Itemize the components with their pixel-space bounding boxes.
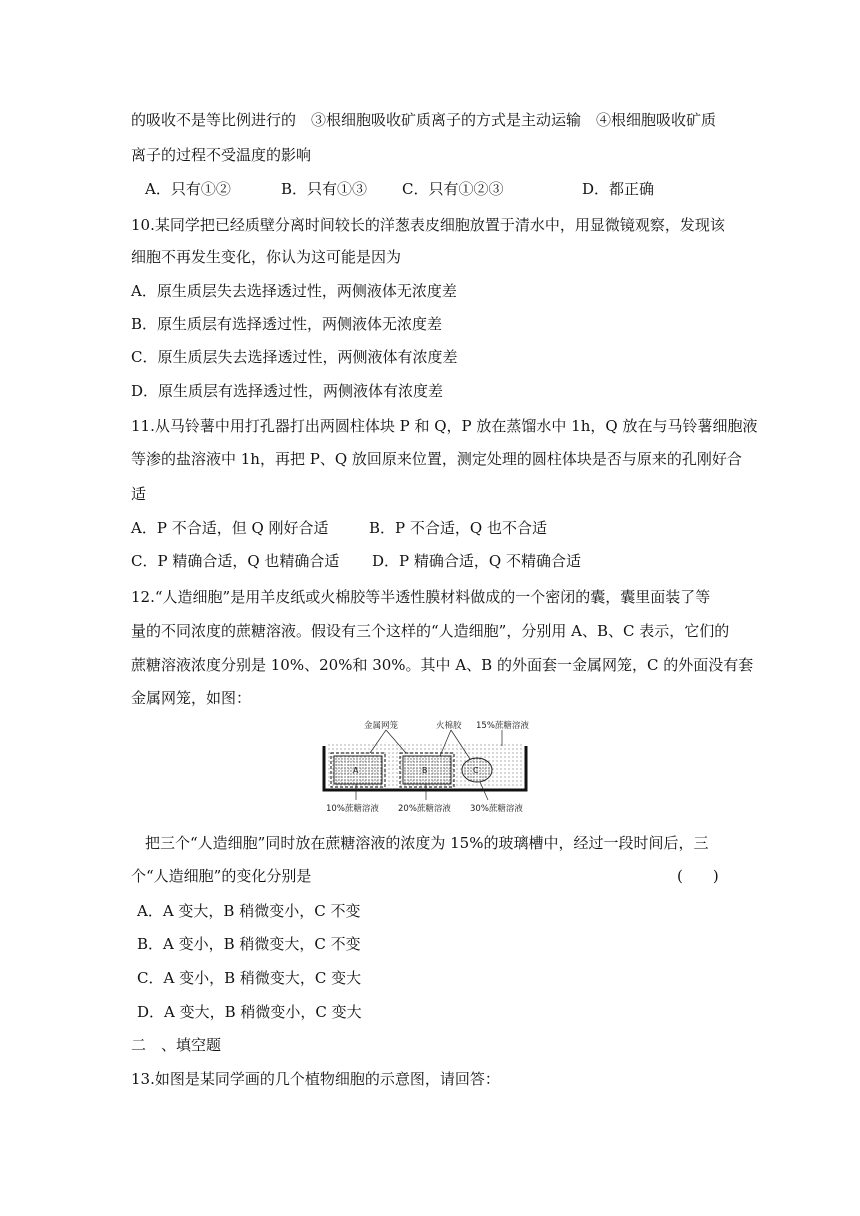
- q9-option-c: C．只有①②③: [402, 180, 504, 198]
- q9-option-a: A．只有①②: [145, 180, 231, 198]
- q10-option-c: C．原生质层失去选择透过性，两侧液体有浓度差: [131, 348, 458, 366]
- label-metal-cage: 金属网笼: [364, 721, 399, 731]
- q12-text-line-4: 金属网笼，如图：: [131, 689, 252, 707]
- cell-a-letter: A: [353, 766, 359, 775]
- q10-text-line-2: 细胞不再发生变化，你认为这可能是因为: [131, 248, 402, 266]
- q12-text-line-2: 量的不同浓度的蔗糖溶液。假设有三个这样的“人造细胞”，分别用 A、B、C 表示，它们的: [131, 622, 730, 640]
- q11-option-b: B．P 不合适，Q 也不合适: [369, 519, 547, 537]
- cell-c-letter: C: [473, 766, 479, 775]
- artificial-cells-figure: [320, 716, 540, 816]
- label-cell-a-solution: 10%蔗糖溶液: [326, 804, 379, 814]
- q12-text-line-5: 把三个“人造细胞”同时放在蔗糖溶液的浓度为 15%的玻璃槽中，经过一段时间后，三: [145, 834, 709, 852]
- q9-option-b: B．只有①③: [281, 180, 368, 198]
- q10-option-a: A．原生质层失去选择透过性，两侧液体无浓度差: [131, 282, 457, 300]
- section-heading-fill-in: 二 、填空题: [131, 1036, 222, 1054]
- q12-option-a: A．A 变大，B 稍微变小，C 不变: [137, 902, 361, 920]
- trough-diagram: [320, 716, 540, 816]
- label-cell-b-solution: 20%蔗糖溶液: [398, 804, 451, 814]
- q12-answer-blank: ( ): [677, 867, 719, 885]
- q11-text-line-3: 适: [131, 485, 147, 503]
- q11-option-a: A．P 不合适，但 Q 刚好合适: [131, 519, 329, 537]
- q11-text-line-2: 等渗的盐溶液中 1h，再把 P、Q 放回原来位置，测定处理的圆柱体块是否与原来的孔刚好合: [131, 450, 742, 468]
- q11-option-d: D．P 精确合适，Q 不精确合适: [372, 552, 581, 570]
- label-collodion: 火棉胶: [436, 721, 462, 731]
- q10-option-b: B．原生质层有选择透过性，两侧液体无浓度差: [131, 315, 443, 333]
- q9-text-line-2: 离子的过程不受温度的影响: [131, 146, 312, 164]
- q12-option-d: D．A 变大，B 稍微变小，C 变大: [137, 1003, 362, 1021]
- cell-b-letter: B: [422, 766, 428, 775]
- q13-text-line-1: 13.如图是某同学画的几个植物细胞的示意图，请回答：: [131, 1070, 500, 1088]
- label-outer-solution: 15%蔗糖溶液: [476, 721, 529, 731]
- label-cell-c-solution: 30%蔗糖溶液: [470, 804, 523, 814]
- q11-text-line-1: 11.从马铃薯中用打孔器打出两圆柱体块 P 和 Q，P 放在蒸馏水中 1h，Q 放在与马铃薯细胞液: [131, 417, 758, 435]
- q10-text-line-1: 10.某同学把已经质壁分离时间较长的洋葱表皮细胞放置于清水中，用显微镜观察，发现该: [131, 216, 725, 234]
- q10-option-d: D．原生质层有选择透过性，两侧液体有浓度差: [131, 382, 444, 400]
- q12-text-line-1: 12.“人造细胞”是用羊皮纸或火棉胶等半透性膜材料做成的一个密闭的囊，囊里面装了等: [131, 588, 711, 606]
- q12-text-line-6: 个“人造细胞”的变化分别是: [131, 867, 312, 885]
- q11-option-c: C．P 精确合适，Q 也精确合适: [131, 552, 340, 570]
- q12-option-b: B．A 变小，B 稍微变大，C 不变: [137, 935, 361, 953]
- q12-option-c: C．A 变小，B 稍微变大，C 变大: [137, 969, 362, 987]
- q12-text-line-3: 蔗糖溶液浓度分别是 10%、20%和 30%。其中 A、B 的外面套一金属网笼，C 的外面没有套: [131, 656, 754, 674]
- q9-text-line-1: 的吸收不是等比例进行的 ③根细胞吸收矿质离子的方式是主动运输 ④根细胞吸收矿质: [131, 111, 717, 129]
- q9-option-d: D．都正确: [582, 180, 655, 198]
